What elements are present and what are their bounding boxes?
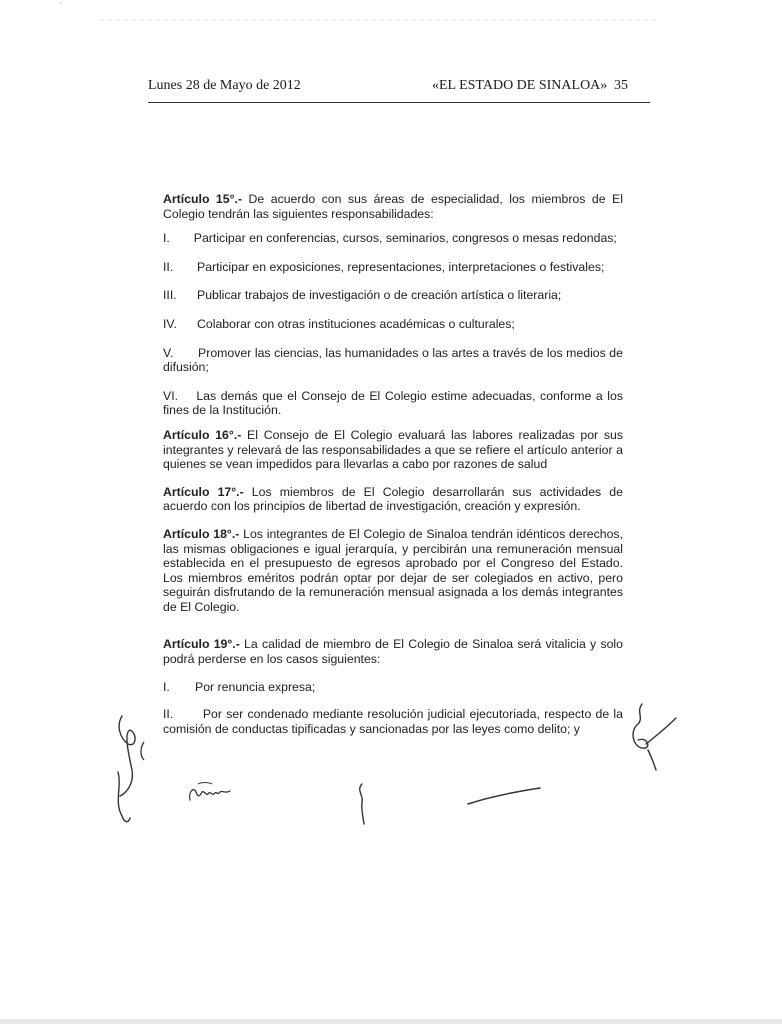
item-text: Por ser condenado mediante resolución judicial ejecutoriada, respecto de la comisión de conductas tipificadas y sancionadas por las leyes como delito; y <box>163 707 623 736</box>
article-17 <box>163 485 623 514</box>
article-15 <box>163 192 623 221</box>
page-header <box>148 78 648 102</box>
signature-middle <box>352 782 372 826</box>
article-17-text: Los miembros de El Colegio desarrollarán sus actividades de acuerdo con los principios de libertad de investigación, creación y expresión. <box>163 484 623 514</box>
item-text: Por renuncia expresa; <box>195 679 316 694</box>
signature-left <box>108 712 158 830</box>
article-15-item-6 <box>163 389 623 418</box>
article-16 <box>163 428 623 472</box>
article-15-item-3 <box>163 288 623 303</box>
header-publication: «EL ESTADO DE SINALOA» <box>432 78 608 93</box>
item-number: III. <box>163 288 177 303</box>
item-text: Colaborar con otras instituciones académicas o culturales; <box>197 316 515 331</box>
item-number: I. <box>163 231 170 246</box>
page-number: 35 <box>614 78 628 93</box>
signature-note <box>186 778 232 806</box>
article-19-item-2 <box>163 707 623 736</box>
item-number: V. <box>163 345 174 360</box>
scan-top-edge <box>0 0 782 24</box>
document-body <box>163 192 623 736</box>
header-date: Lunes 28 de Mayo de 2012 <box>148 78 301 93</box>
item-number: IV. <box>163 316 177 331</box>
article-16-title: Artículo 16°.- <box>163 427 242 442</box>
article-19 <box>163 637 623 666</box>
article-19-title: Artículo 19°.- <box>163 637 240 652</box>
article-17-title: Artículo 17°.- <box>163 484 244 499</box>
article-15-item-2 <box>163 260 623 275</box>
item-text: Las demás que el Consejo de El Colegio estime adecuadas, conforme a los fines de la Institución. <box>163 388 624 418</box>
item-text: Promover las ciencias, las humanidades o las artes a través de los medios de difusión; <box>163 345 623 375</box>
article-19-item-1 <box>163 680 623 695</box>
signature-stroke <box>466 784 542 806</box>
article-18 <box>163 527 623 615</box>
scan-bottom-edge <box>0 1019 782 1024</box>
item-number: VI. <box>163 388 179 403</box>
article-15-text: De acuerdo con sus áreas de especialidad, los miembros de El Colegio tendrán las siguientes responsabilidades: <box>163 192 623 221</box>
article-15-item-4 <box>163 317 623 332</box>
article-19-text: La calidad de miembro de El Colegio de Sinaloa será vitalicia y solo podrá perderse en los casos siguientes: <box>163 637 624 667</box>
signature-right <box>624 700 680 774</box>
article-18-title: Artículo 18°.- <box>163 526 240 541</box>
article-18-text: Los integrantes de El Colegio de Sinaloa tendrán idénticos derechos, las mismas obligaciones e igual jerarquía, y percibirán una remuneración mensual establecida en el presupuesto de egresos aprobado por el Congreso del Estado. Los miembros eméritos podrán optar por dejar de ser colegiados en activo, pero seguirán disfrutando de la remuneración mensual asignada a los demás integrantes de El Colegio. <box>163 526 623 614</box>
item-text: Publicar trabajos de investigación o de creación artística o literaria; <box>197 288 562 303</box>
article-15-item-1 <box>163 231 623 246</box>
article-16-text: El Consejo de El Colegio evaluará las labores realizadas por sus integrantes y relevará de las responsabilidades a que se refiere el artículo anterior a quienes se vean impedidos para llevarlas a cabo por razones de salud <box>163 427 624 472</box>
article-15-item-5 <box>163 346 623 375</box>
header-rule <box>148 102 650 103</box>
item-text: Participar en conferencias, cursos, seminarios, congresos o mesas redondas; <box>193 231 617 246</box>
article-15-title: Artículo 15°.- <box>163 192 243 206</box>
item-number: I. <box>163 679 170 694</box>
item-number: II. <box>163 707 174 722</box>
item-number: II. <box>163 259 174 274</box>
scan-noise <box>0 0 782 24</box>
item-text: Participar en exposiciones, representaciones, interpretaciones o festivales; <box>197 259 605 274</box>
